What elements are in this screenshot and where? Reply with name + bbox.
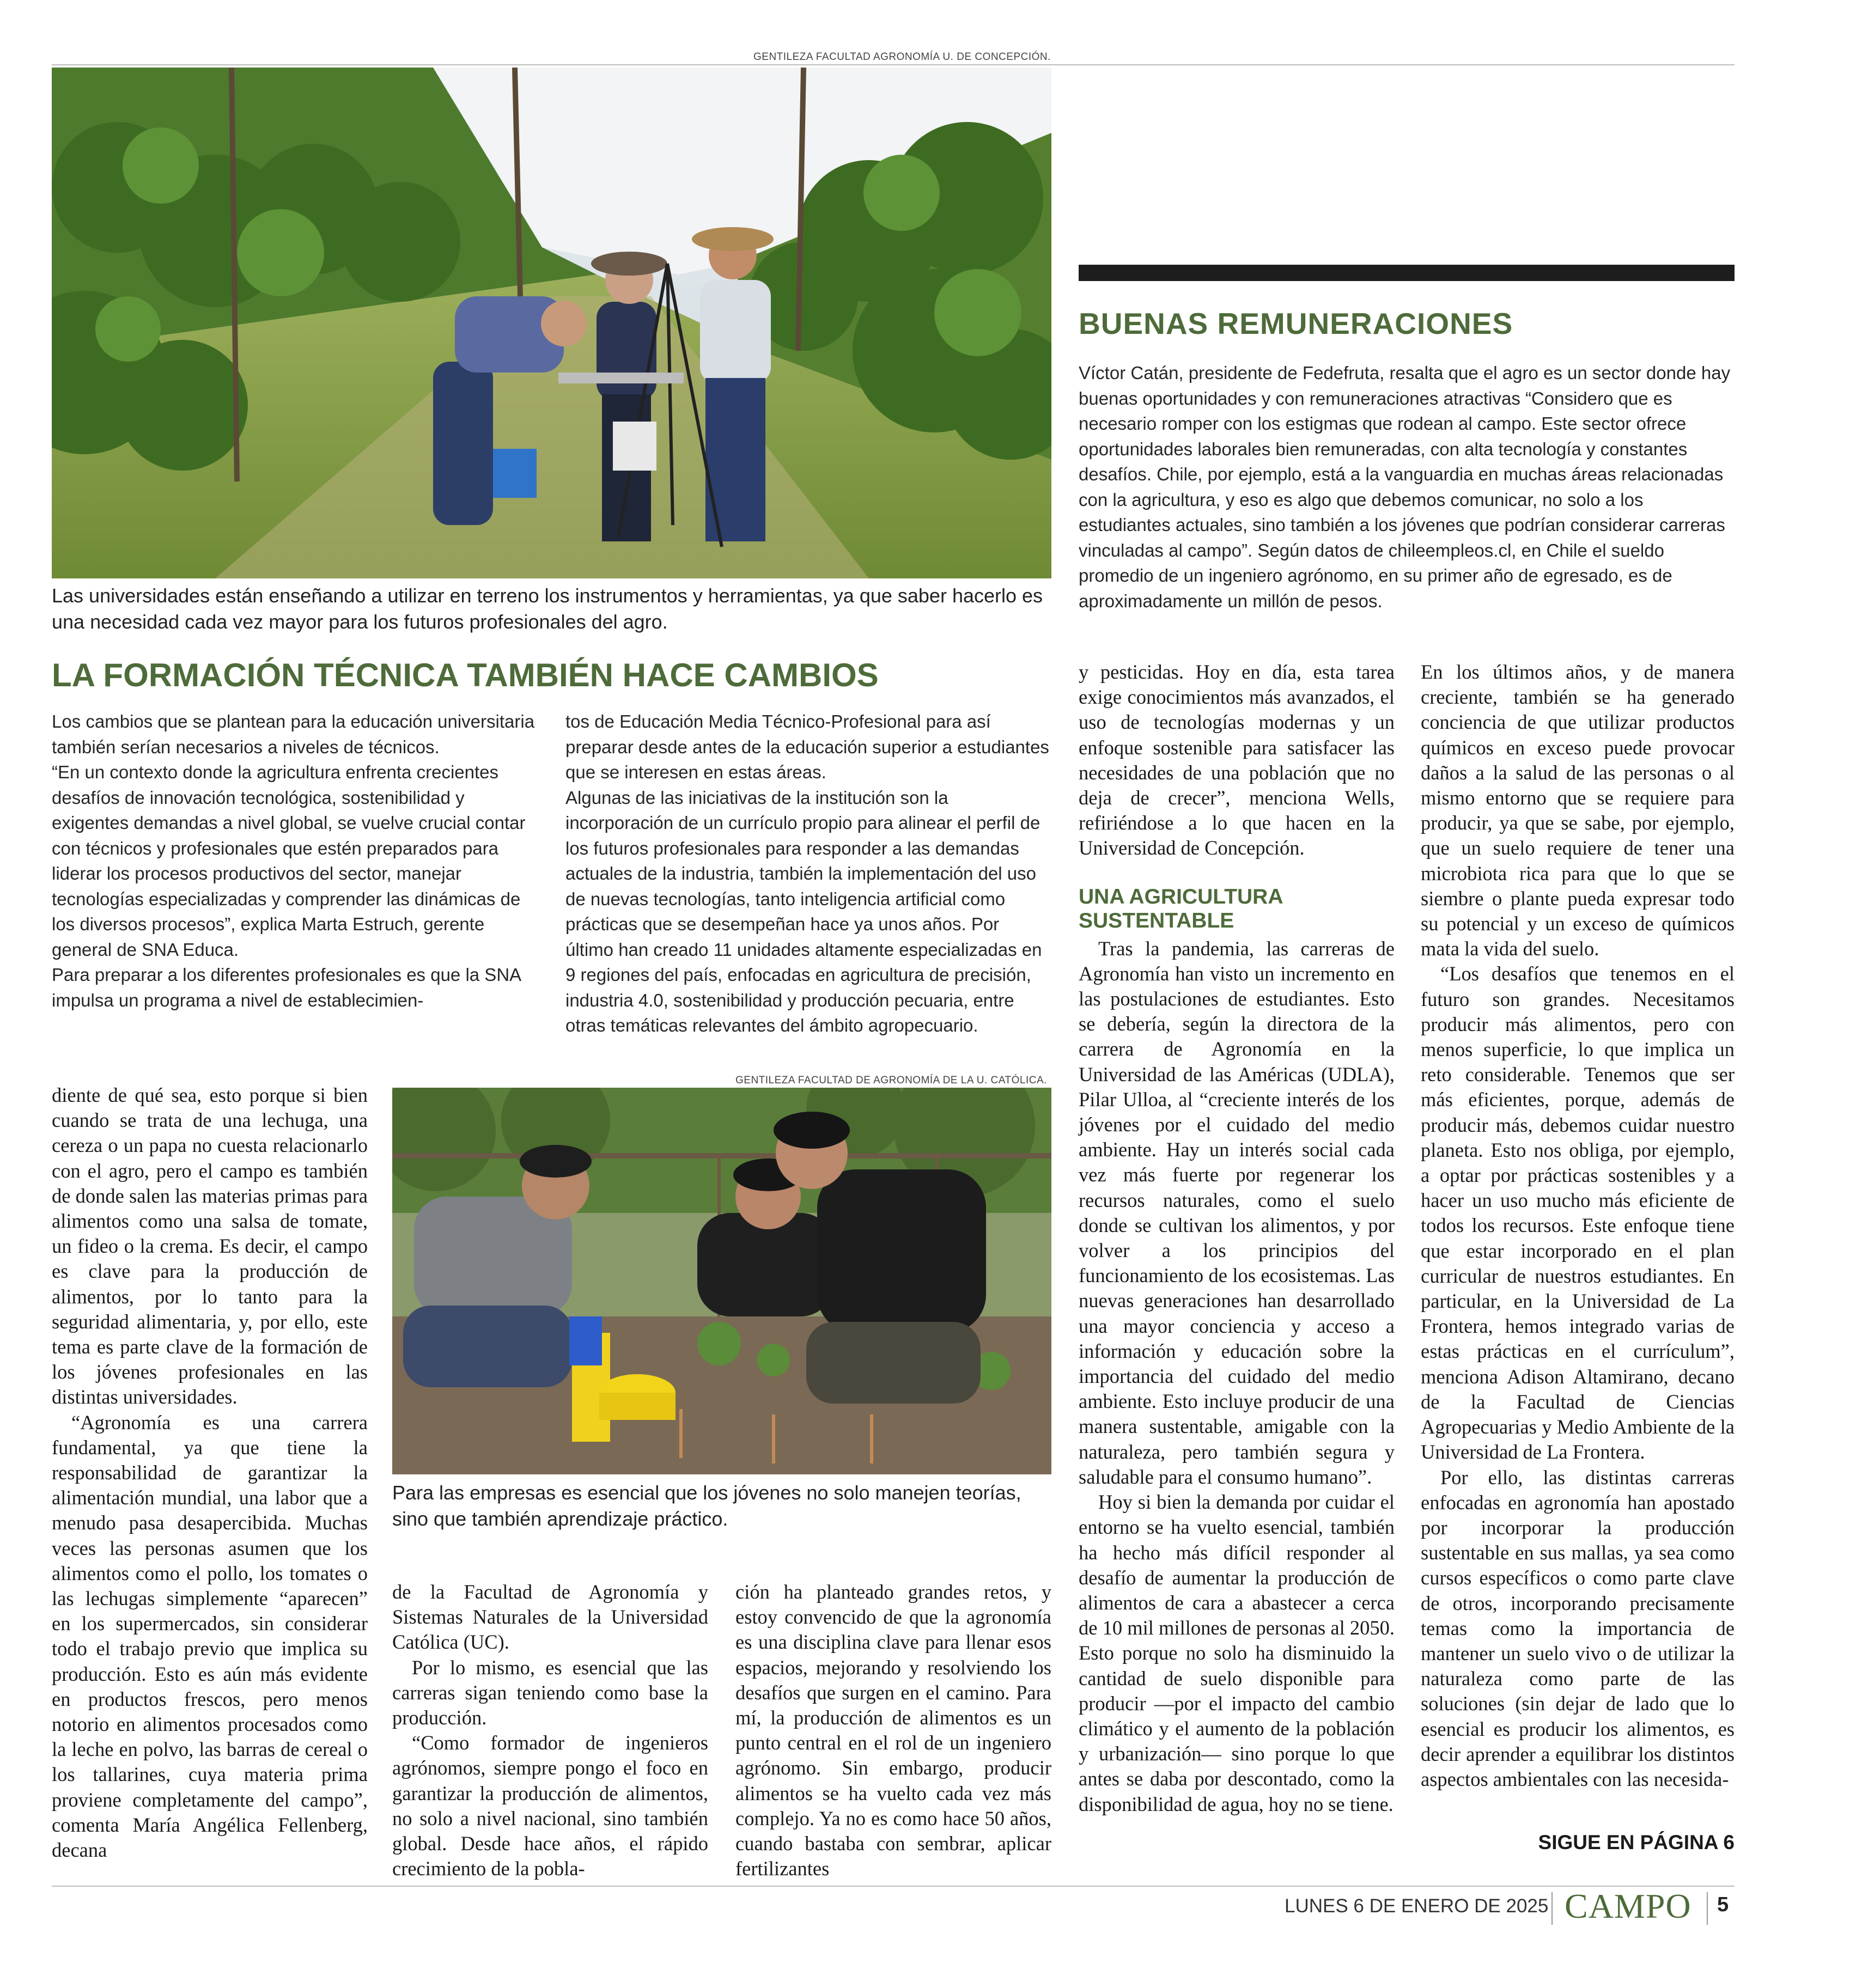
photo1-caption: Las universidades están enseñando a utilizar en terreno los instrumentos y herramientas, ya que saber hacerlo es una necesidad cada vez mayor para los futuros profesionales del agro. <box>52 584 1043 633</box>
article-col-e-p3: Por ello, las distintas carreras enfocadas en agronomía han apostado por incorporar la producción sustentable en sus mallas, ya sea como cursos específicos o como parte clave de otros, incorporando precisamente temas como la importancia de mantener un suelo vivo o de utilizar la naturaleza como parte de las soluciones (sin dejar de lado que lo esencial es producir los alimentos, es decir aprender a equilibrar los distintos aspectos ambientales con las necesida- <box>1421 1466 1735 1790</box>
sidebar-title: BUENAS REMUNERACIONES <box>1079 307 1513 340</box>
article-col-c <box>735 1580 1051 1881</box>
article-col-e-p1: En los últimos años, y de manera creciente, también se ha generado conciencia de que utilizar productos químicos en exceso puede provocar daños a la salud de las personas o al mismo entorno que se requiere para producir, ya que se sabe, por ejemplo, que un suelo requiere de tener una microbiota rica para que lo que se siembre o plante pueda expresar todo su potencial y un exceso de químicos mata la vida del suelo. <box>1421 661 1735 960</box>
sidebar-text: Víctor Catán, presidente de Fedefruta, resalta que el agro es un sector donde hay buenas oportunidades y con remuneraciones atractivas “Considero que es necesario romper con los estigmas que rodean al campo. Este sector ofrece oportunidades laborales bien remuneradas, con alta tecnología y constantes desafíos. Chile, por ejemplo, está a la vanguardia en muchas áreas relacionadas con la agricultura, y eso es algo que debemos comunicar, no solo a los estudiantes actuales, sino también a los jóvenes que podrían considerar carreras vinculadas al campo”. Según datos de chileempleos.cl, en Chile el sueldo promedio de un ingeniero agrónomo, en su primer año de egresado, es de aproximadamente un millón de pesos. <box>1079 363 1731 611</box>
page-number: 5 <box>1717 1893 1729 1916</box>
section-col2-p1: tos de Educación Media Técnico-Profesional para así preparar desde antes de la educación superior a estudiantes que se interesen en estas áreas. <box>565 711 1049 782</box>
article-col-b-p2: Por lo mismo, es esencial que las carreras sigan teniendo como base la producción. <box>392 1656 708 1729</box>
article-col-c-p1: ción ha planteado grandes retos, y estoy convencido de que la agronomía es una disciplina clave para llenar esos espacios, mejorando y resolviendo los desafíos que surgen en el camino. Para mí, la producción de alimentos es un punto central en el rol de un ingeniero agrónomo. Sin embargo, producir alimentos se ha vuelto cada vez más complejo. Ya no es como hace 50 años, cuando bastaba con sembrar, aplicar fertilizantes <box>735 1581 1051 1880</box>
photo-students-planting <box>392 1088 1051 1474</box>
footer-divider-2 <box>1707 1892 1708 1925</box>
article-col-d-p3: Hoy si bien la demanda por cuidar el entorno se ha vuelto esencial, también ha hecho más difícil responder al desafío de aumentar la producción de alimentos de cara a abastecer a cerca de 10 mil millones de personas al 2050. Esto porque no solo ha disminuido la cantidad de suelo disponible para producir —por el impacto del cambio climático y el aumento de la población y urbanización— sino porque lo que antes se daba por descontado, como la disponibilidad de agua, hoy no se tiene. <box>1079 1491 1395 1815</box>
section-col1-p3: Para preparar a los diferentes profesionales es que la SNA impulsa un programa a nivel de establecimien- <box>52 965 521 1010</box>
photo2-caption: Para las empresas es esencial que los jóvenes no solo manejen teorías, sino que también aprendizaje práctico. <box>392 1481 1021 1530</box>
footer-date: LUNES 6 DE ENERO DE 2025 <box>1285 1895 1549 1917</box>
article-col-e <box>1421 660 1735 1792</box>
article-col-b <box>392 1580 708 1881</box>
section-col2-p2: Algunas de las iniciativas de la institución son la incorporación de un currículo propio para alinear el perfil de los futuros profesionales para responder a las demandas actuales de la industria, también la implementación del uso de nuevas tecnologías, tanto inteligencia artificial como prácticas que se desempeñan hace ya unos años. Por último han creado 11 unidades altamente especializadas en 9 regiones del país, enfocadas en agricultura de precisión, industria 4.0, sostenibilidad y producción pecuaria, entre otras temáticas relevantes del ámbito agropecuario. <box>565 787 1042 1035</box>
photo2-credit: GENTILEZA FACULTAD DE AGRONOMÍA DE LA U. CATÓLICA. <box>735 1075 1047 1086</box>
article-col-b-p3: “Como formador de ingenieros agrónomos, siempre pongo el foco en garantizar la producción de alimentos, no solo a nivel nacional, sino también global. Desde hace años, el rápido crecimiento de la pobla- <box>392 1731 708 1880</box>
section-col1-p2: “En un contexto donde la agricultura enfrenta crecientes desafíos de innovación tecnológica, sostenibilidad y exigentes demandas a nivel global, se vuelve crucial contar con técnicos y profesionales que estén preparados para liderar los procesos productivos del sector, manejar tecnologías especializadas y comprender las dinámicas de los diversos procesos”, explica Marta Estruch, gerente general de SNA Educa. <box>52 762 526 960</box>
article-col-a-p1: diente de qué sea, esto porque si bien cuando se trata de una lechuga, una cereza o un papa no cuesta relacionarlo con el agro, pero el campo es también de donde salen las materias primas para alimentos como una salsa de tomate, un fideo o la crema. Es decir, el campo es clave para la producción de alimentos, por lo tanto para la seguridad alimentaria, y, por ello, este tema es parte clave de la formación de los jóvenes profesionales en las distintas universidades. <box>52 1084 368 1408</box>
section-title: LA FORMACIÓN TÉCNICA TAMBIÉN HACE CAMBIOS <box>52 657 879 693</box>
article-col-e-p2: “Los desafíos que tenemos en el futuro son grandes. Necesitamos producir más alimentos, pero con menos superficie, lo que implica un reto considerable. Tenemos que ser más eficientes, porque, además de producir más, debemos cuidar nuestro planeta. Esto nos obliga, por ejemplo, a optar por prácticas sostenibles y a hacer un uso mucho más eficiente de todos los recursos. Este enfoque tiene que estar incorporado en el plan curricular de nuestros estudiantes. En particular, en la Universidad de La Frontera, hemos integrado varias de estas prácticas en el currículum”, menciona Adison Altamirano, decano de la Facultad de Ciencias Agropecuarias y Medio Ambiente de la Universidad de La Frontera. <box>1421 962 1735 1463</box>
article-col-b-p1: de la Facultad de Agronomía y Sistemas Naturales de la Universidad Católica (UC). <box>392 1581 708 1654</box>
footer-section-name: CAMPO <box>1565 1887 1691 1925</box>
footer-rule <box>52 1886 1735 1887</box>
article-col-d-p1: y pesticidas. Hoy en día, esta tarea exige conocimientos más avanzados, el uso de tecnologías modernas y un enfoque sostenible para satisfacer las necesidades de una población que no deja de crecer”, menciona Wells, refiriéndose a lo que hacen en la Universidad de Concepción. <box>1079 661 1395 859</box>
subhead-agricultura: UNA AGRICULTURA SUSTENTABLE <box>1079 885 1283 932</box>
section-col1 <box>52 709 537 1013</box>
article-col-a-p2: “Agronomía es una carrera fundamental, ya que tiene la responsabilidad de garantizar la alimentación mundial, una labor que a menudo pasa desapercibida. Muchas veces las personas asumen que los alimentos como el pollo, los tomates o las lechugas simplemente “aparecen” en los supermercados, sin considerar todo el trabajo previo que implica su producción. Esto es aún más evidente en productos frescos, pero menos notorio en alimentos procesados como la leche en polvo, las barras de cereal o los tallarines, cuya materia prima proviene completamente del campo”, comenta María Angélica Fellenberg, decana <box>52 1411 368 1862</box>
sidebar-bar <box>1079 265 1735 281</box>
photo1-credit: GENTILEZA FACULTAD AGRONOMÍA U. DE CONCEPCIÓN. <box>753 51 1051 63</box>
top-rule <box>52 64 1735 65</box>
article-col-d <box>1079 660 1395 1817</box>
section-col1-p1: Los cambios que se plantean para la educación universitaria también serían necesarios a niveles de técnicos. <box>52 711 535 757</box>
section-col2 <box>565 709 1050 1039</box>
continues-label: SIGUE EN PÁGINA 6 <box>1538 1831 1735 1853</box>
article-col-a <box>52 1083 368 1863</box>
photo-field-instruments <box>52 68 1051 578</box>
footer-divider <box>1551 1892 1553 1925</box>
article-col-d-p2: Tras la pandemia, las carreras de Agronomía han visto un incremento en las postulaciones de estudiantes. Esto se debería, según la directora de la carrera de Agronomía en la Universidad de las Américas (UDLA), Pilar Ulloa, al “creciente interés de los jóvenes por el cuidado del medio ambiente. Hay un interés social cada vez más fuerte por regenerar los recursos naturales, como el suelo donde se cultivan los alimentos, y por volver a los principios del funcionamiento de los ecosistemas. Las nuevas generaciones han desarrollado una mayor conciencia y acceso a información y educación sobre la importancia del cuidado del medio ambiente. Esto incluye producir de una manera sustentable, amigable con la naturaleza, pero también segura y saludable para el consumo humano”. <box>1079 937 1395 1488</box>
